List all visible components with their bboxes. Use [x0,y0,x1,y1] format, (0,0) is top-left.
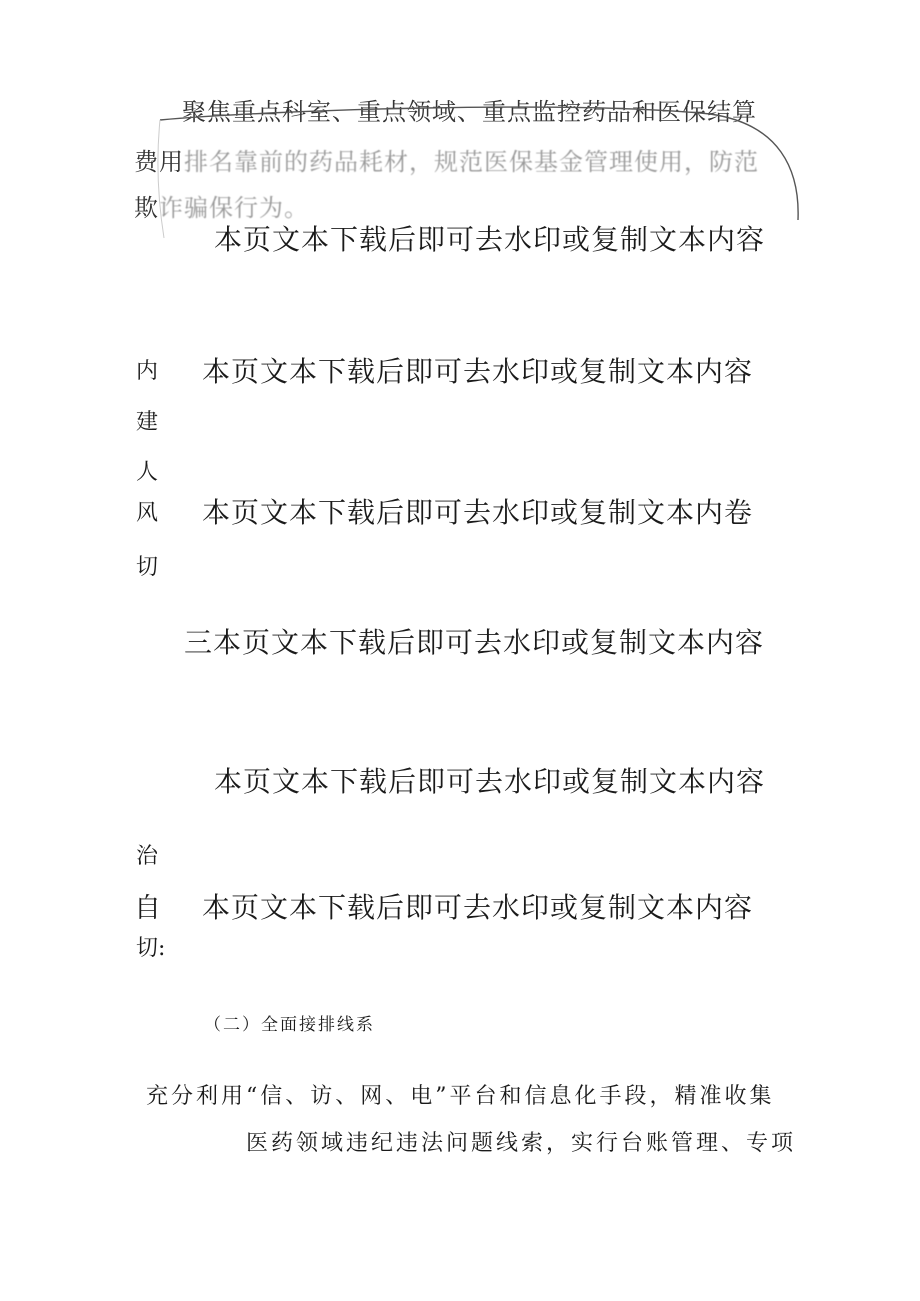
top-paragraph-line-3 [134,196,309,220]
watermark-line-4: 三本页文本下载后即可去水印或复制文本内容 [184,626,765,659]
top-paragraph-line-1: 聚焦重点科室、重点领域、重点监控药品和医保结算 [182,98,757,126]
side-char-ren: 人 [136,460,159,485]
top-paragraph-line-2-start: 费用 [134,148,184,176]
watermark-line-5: 本页文本下载后即可去水印或复制文本内容 [214,765,766,798]
body-line-2: 医药领域违纪违法问题线索，实行台账管理、专项 [246,1131,797,1156]
watermark-line-6: 本页文本下载后即可去水印或复制文本内容 [202,891,754,924]
top-paragraph-line-3-start: 欺 [134,194,159,222]
side-char-nei: 内 [136,359,159,384]
side-char-feng: 风 [136,501,159,526]
watermark-line-2: 本页文本下载后即可去水印或复制文本内容 [202,355,754,388]
body-line-1: 充分利用“信、访、网、电”平台和信息化手段，精准收集 [146,1084,775,1109]
side-char-qie-1: 切 [136,555,159,580]
top-paragraph-line-2 [134,150,759,174]
top-paragraph-line-3-faded: 诈骗保行为。 [159,194,309,222]
side-char-qie-2: 切: [136,936,166,961]
side-char-jian: 建 [136,410,159,435]
watermark-line-3: 本页文本下载后即可去水印或复制文本内卷 [202,496,754,529]
side-char-zi: 自 [134,893,161,924]
top-paragraph-line-2-faded: 排名靠前的药品耗材，规范医保基金管理使用，防范 [184,148,759,176]
side-char-zhi: 治 [136,844,159,869]
section-heading: （二）全面接排线系 [204,1015,375,1035]
watermark-line-1: 本页文本下载后即可去水印或复制文本内容 [214,223,766,256]
